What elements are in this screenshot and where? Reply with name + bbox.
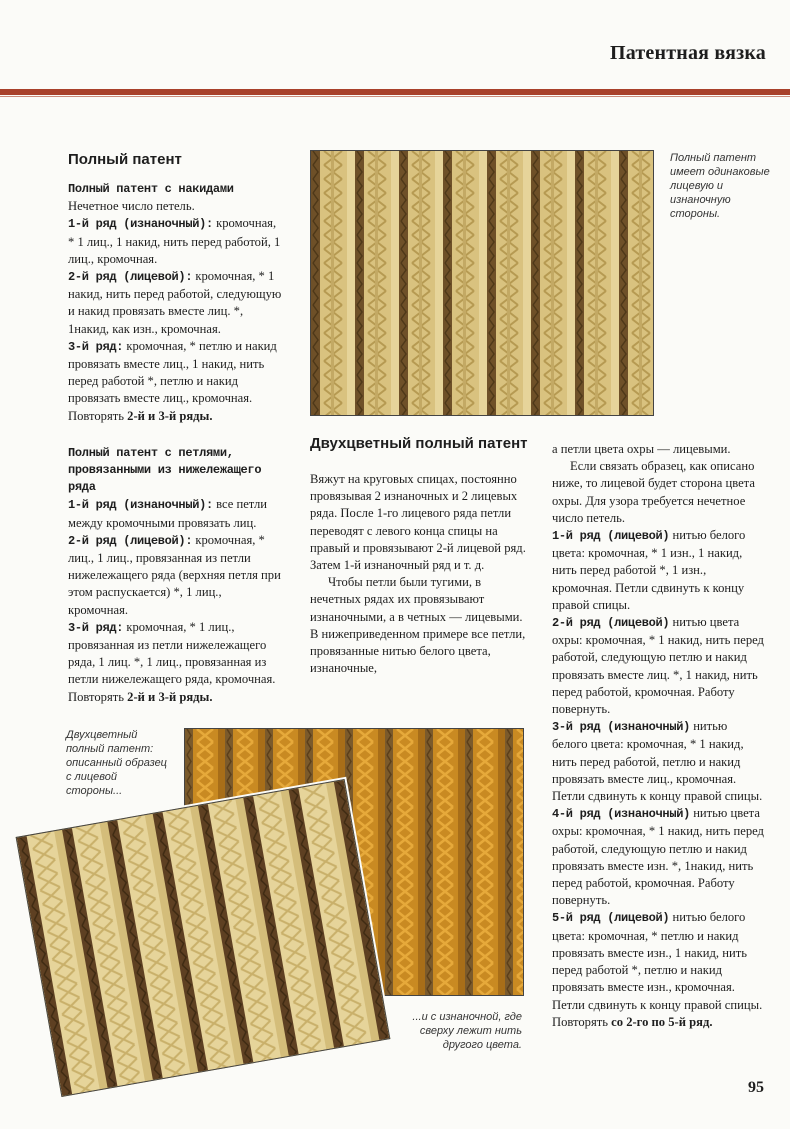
repeat-instruction: Повторять 2-й и 3-й ряды. [68, 408, 213, 423]
row-text: кромочная, * лиц., 1 лиц., провязанная из петли нижележащего ряда (верхняя петля при этом распускается) *, 1 лиц., кромочная. [68, 532, 281, 617]
row-instruction [552, 718, 764, 805]
paragraph: Нечетное число петель. [68, 199, 195, 214]
knit-sample-photo-top [310, 150, 654, 416]
row-text: кромочная, * 1 лиц., провязанная из петли нижележащего ряда, 1 лиц. *, 1 лиц., провязанная из петли нижележащего ряда, кромочная. [68, 619, 276, 687]
row-text: кромочная, * петлю и накид провязать вместе лиц., 1 накид, нить перед работой *, петлю и накид провязать вместе лиц., кромочная. [68, 338, 277, 406]
repeat-instruction: Повторять 2-й и 3-й ряды. [68, 689, 213, 704]
middle-column [310, 434, 532, 677]
paragraph: Чтобы петли были тугими, в нечетных рядах их провязывают изнаночными, а в четных — лицевыми. В нижеприведенном примере все петли, провязанные нитью белого цвета, изнаночные, [310, 575, 526, 676]
row-label: 4-й ряд (изнаночный) [552, 807, 691, 822]
row-label: 3-й ряд: [68, 620, 124, 635]
right-column [552, 441, 764, 1031]
row-instruction [552, 909, 764, 1013]
row-instruction [552, 805, 764, 909]
row-instruction [68, 215, 284, 268]
row-instruction [68, 532, 284, 619]
row-text: кромочная, * 1 лиц., 1 накид, нить перед работой, 1 лиц., кромочная. [68, 216, 281, 266]
row-instruction [68, 338, 284, 408]
row-instruction [68, 496, 284, 531]
page-number: 95 [748, 1079, 764, 1096]
row-label: 3-й ряд: [68, 339, 124, 354]
page-header-title: Патентная вязка [609, 42, 766, 64]
row-text: нитью белого цвета: кромочная, * 1 изн., 1 накид, нить перед работой *, 1 изн., кромочная. Петли сдвинуть к концу правой спицы. [552, 528, 746, 612]
row-text: нитью белого цвета: кромочная, * петлю и накид провязать вместе изн., 1 накид, нить перед работой *, петлю и накид провязать вместе изн., кромочная. Петли сдвинуть к концу правой спицы. [552, 910, 763, 1012]
row-instruction [68, 619, 284, 689]
row-label: 2-й ряд (лицевой): [68, 270, 193, 285]
row-instruction [68, 268, 284, 338]
row-instruction [552, 614, 764, 718]
row-label: 3-й ряд (изнаночный) [552, 720, 691, 735]
photo-caption: Полный патент имеет одинаковые лицевую и изнаночную стороны. [670, 152, 770, 220]
paragraph: Если связать образец, как описано ниже, то лицевой будет сторона цвета охры. Для узора требуется нечетное число петель. [552, 459, 755, 525]
paragraph: а петли цвета охры — лицевыми. [552, 442, 731, 456]
knit-sample-photo-front [16, 779, 391, 1097]
repeat-instruction: Повторять со 2-го по 5-й ряд. [552, 1014, 713, 1029]
row-label: 1-й ряд (изнаночный): [68, 498, 213, 513]
row-label: 2-й ряд (лицевой): [68, 533, 193, 548]
row-label: 1-й ряд (лицевой) [552, 529, 670, 544]
left-column [68, 150, 284, 706]
row-text: все петли между кромочными провязать лиц. [68, 497, 267, 530]
row-text: нитью белого цвета: кромочная, * 1 накид, нить перед работой, петлю и накид провязать вместе лиц., кромочная. Петли сдвинуть к концу правой спицы. [552, 719, 763, 804]
photo-caption: Двухцветный полный патент: описанный образец с лицевой стороны... [66, 729, 167, 797]
row-instruction [552, 527, 764, 614]
row-label: 2-й ряд (лицевой) [552, 616, 670, 631]
subsection-title: Полный патент с накидами [68, 182, 234, 196]
header-rule-thin [0, 96, 790, 97]
header-rule [0, 89, 790, 95]
row-text: нитью цвета охры: кромочная, * 1 накид, нить перед работой, следующую петлю и накид провязать вместе лиц. *, 1 накид, нить перед работой, кромочная. Работу повернуть. [552, 615, 764, 717]
row-text: нитью цвета охры: кромочная, * 1 накид, нить перед работой, следующую петлю и накид провязать вместе изн. *, 1накид, нить перед работой, кромочная. Работу повернуть. [552, 806, 764, 908]
row-text: кромочная, * 1 накид, нить перед работой, следующую и накид провязать вместе лиц. *, 1накид, как изн., кромочная. [68, 269, 282, 336]
row-label: 5-й ряд (лицевой) [552, 911, 670, 926]
subsection-title: Полный патент с петлями, провязанными из нижележащего ряда [68, 445, 262, 495]
knit-sample-image [17, 780, 389, 1096]
section-heading: Полный патент [68, 151, 182, 168]
section-heading: Двухцветный полный патент [310, 435, 528, 452]
row-label: 1-й ряд (изнаночный): [68, 217, 213, 232]
knit-sample-image [311, 151, 653, 415]
photo-caption: ...и с изнаночной, где сверху лежит нить другого цвета. [412, 1011, 522, 1051]
paragraph: Вяжут на круговых спицах, постоянно провязывая 2 изнаночных и 2 лицевых ряда. После 1-го лицевого ряда петли переводят с левого конца спицы на правый и провязывают 2-й лицевой ряд. Затем 1-й изнаночный ряд и т. д. [310, 472, 526, 573]
